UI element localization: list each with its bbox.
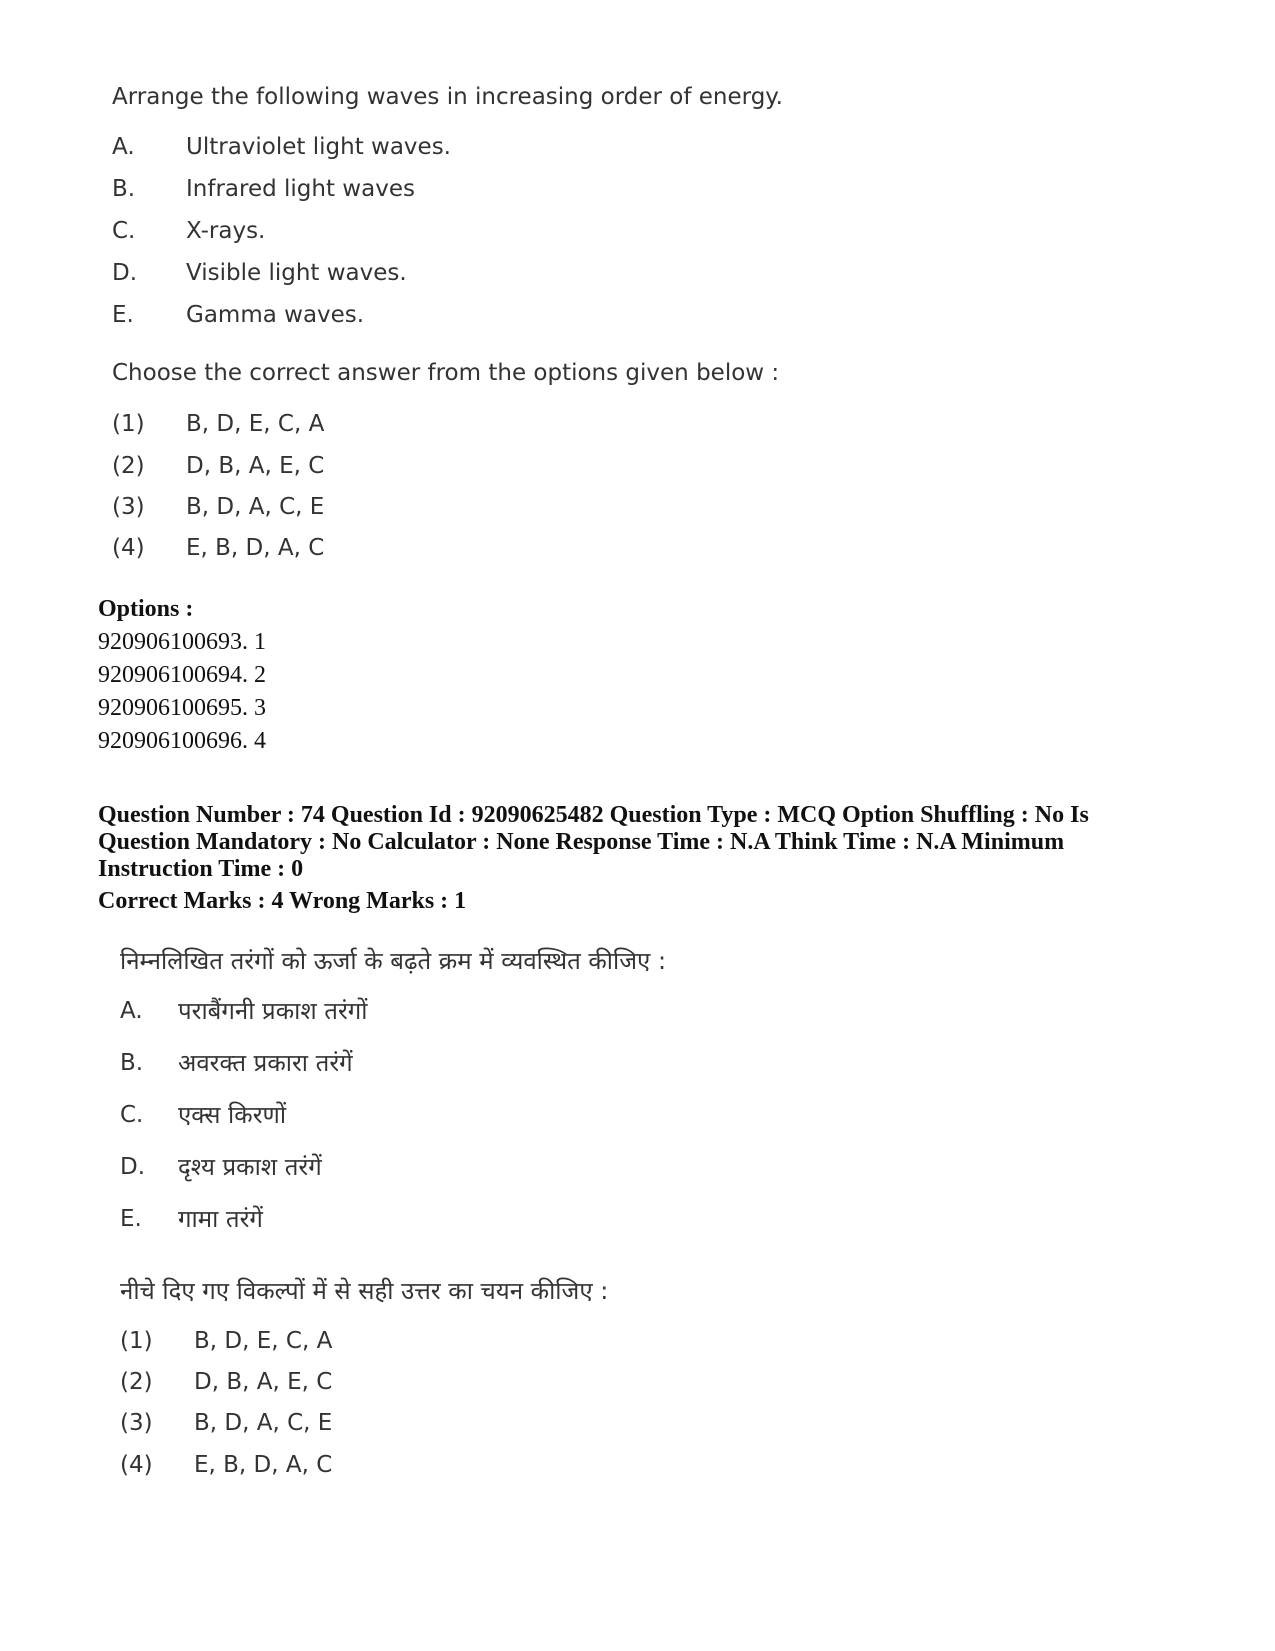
item-label: A.	[120, 998, 143, 1024]
choice-label: (4)	[112, 535, 145, 561]
options-heading: Options :	[98, 596, 194, 622]
choice-label: (2)	[112, 453, 145, 479]
option-id-line: 920906100695. 3	[98, 695, 266, 721]
list-item	[112, 218, 266, 244]
item-text: पराबैंगनी प्रकाश तरंगों	[178, 997, 368, 1025]
list-item	[112, 176, 415, 202]
option-id-line: 920906100693. 1	[98, 629, 266, 655]
answer-choice	[112, 453, 325, 479]
item-label: A.	[112, 134, 135, 160]
choice-text: E, B, D, A, C	[186, 535, 325, 561]
answer-choice	[120, 1410, 333, 1436]
choice-text: D, B, A, E, C	[194, 1369, 333, 1395]
item-text: एक्स किरणों	[178, 1101, 287, 1129]
item-text: गामा तरंगें	[178, 1205, 263, 1233]
hindi-choose-instruction: नीचे दिए गए विकल्पों में से सही उत्तर का चयन कीजिए :	[120, 1277, 609, 1305]
list-item	[112, 134, 451, 160]
answer-choice	[112, 535, 325, 561]
hindi-question-text: निम्नलिखित तरंगों को ऊर्जा के बढ़ते क्रम में व्यवस्थित कीजिए :	[120, 947, 667, 975]
item-text: अवरक्त प्रकारा तरंगें	[178, 1049, 353, 1077]
item-text: Visible light waves.	[186, 260, 407, 286]
choice-text: B, D, A, C, E	[194, 1410, 333, 1436]
item-text: दृश्य प्रकाश तरंगें	[178, 1153, 322, 1181]
item-label: E.	[112, 302, 134, 328]
item-label: C.	[112, 218, 136, 244]
list-item	[120, 1101, 287, 1129]
choice-text: B, D, E, C, A	[194, 1328, 333, 1354]
choice-text: B, D, A, C, E	[186, 494, 325, 520]
question-meta-line: Instruction Time : 0	[98, 856, 304, 882]
answer-choice	[120, 1328, 333, 1354]
list-item	[120, 1153, 322, 1181]
item-text: Infrared light waves	[186, 176, 415, 202]
choice-label: (1)	[120, 1328, 153, 1354]
list-item	[120, 1049, 353, 1077]
option-id-line: 920906100696. 4	[98, 728, 266, 754]
choice-label: (4)	[120, 1452, 153, 1478]
list-item	[112, 260, 407, 286]
choice-label: (2)	[120, 1369, 153, 1395]
item-text: Ultraviolet light waves.	[186, 134, 451, 160]
list-item	[120, 1205, 263, 1233]
answer-choice	[120, 1452, 333, 1478]
english-choose-instruction: Choose the correct answer from the options given below :	[112, 360, 780, 386]
choice-text: E, B, D, A, C	[194, 1452, 333, 1478]
list-item	[120, 997, 368, 1025]
answer-choice	[112, 411, 325, 437]
answer-choice	[112, 494, 325, 520]
list-item	[112, 302, 365, 328]
english-question-text: Arrange the following waves in increasing order of energy.	[112, 84, 783, 110]
item-label: D.	[112, 260, 138, 286]
option-id-line: 920906100694. 2	[98, 662, 266, 688]
item-text: Gamma waves.	[186, 302, 365, 328]
marks-line: Correct Marks : 4 Wrong Marks : 1	[98, 888, 467, 914]
choice-label: (1)	[112, 411, 145, 437]
item-label: C.	[120, 1102, 144, 1128]
question-meta-line: Question Mandatory : No Calculator : None Response Time : N.A Think Time : N.A Minimum	[98, 829, 1065, 855]
answer-choice	[120, 1369, 333, 1395]
question-meta-line: Question Number : 74 Question Id : 92090625482 Question Type : MCQ Option Shuffling : No Is	[98, 802, 1089, 828]
item-label: E.	[120, 1206, 142, 1232]
item-text: X-rays.	[186, 218, 266, 244]
choice-text: B, D, E, C, A	[186, 411, 325, 437]
item-label: B.	[112, 176, 136, 202]
item-label: D.	[120, 1154, 146, 1180]
choice-label: (3)	[120, 1410, 153, 1436]
question-meta	[98, 802, 1198, 883]
choice-text: D, B, A, E, C	[186, 453, 325, 479]
choice-label: (3)	[112, 494, 145, 520]
item-label: B.	[120, 1050, 144, 1076]
